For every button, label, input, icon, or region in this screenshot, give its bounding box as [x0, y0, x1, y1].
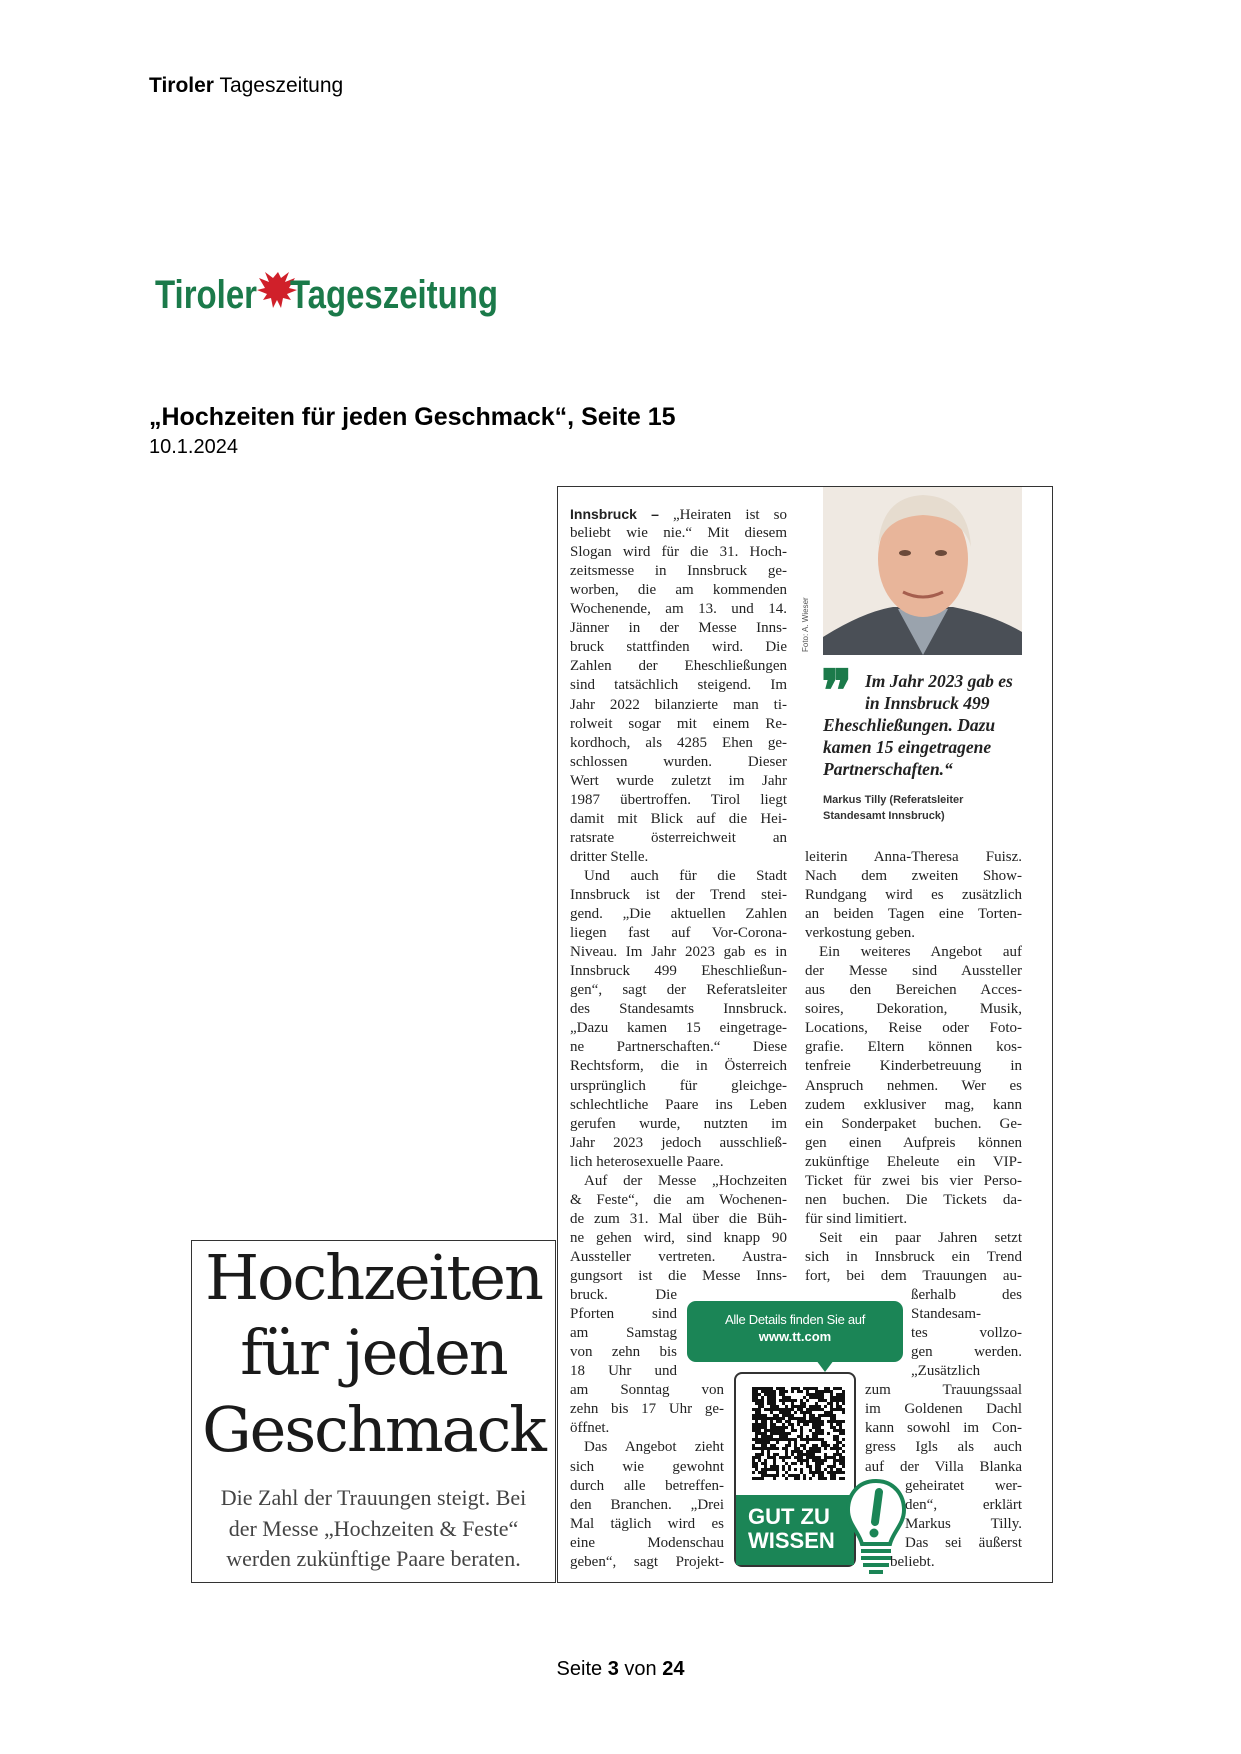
footer-page: 3 [607, 1658, 619, 1680]
text-line: ein Sonderpaket buchen. Ge- [805, 1115, 1022, 1132]
headline-line: Hochzeiten [205, 1241, 542, 1314]
quote-line: Im Jahr 2023 gab es [865, 671, 1013, 691]
quote-line: in Innsbruck 499 [865, 693, 990, 713]
text-line: zudem exklusiver mag, kann [805, 1096, 1022, 1113]
text-line: Mal täglich wird es [570, 1515, 724, 1532]
text-line: verkostung geben. [805, 925, 915, 942]
text-line: Das Angebot zieht [584, 1439, 724, 1456]
text-line: Nach dem zweiten Show- [805, 867, 1022, 884]
text-line: Ticket für zwei bis vier Perso- [805, 1172, 1022, 1189]
quote-mark-icon: ❞ [821, 657, 853, 725]
text-line: Seit ein paar Jahren setzt [819, 1229, 1022, 1246]
text-line: kordhoch, als 4285 Ehen ge- [570, 734, 787, 751]
quote-line: kamen 15 eingetragene [823, 737, 992, 757]
dateline: Innsbruck – [570, 506, 659, 522]
text-line: bruck stattfinden wird. Die [570, 639, 787, 656]
text-line: gress Igls als auch [865, 1439, 1022, 1456]
text-line: dritter Stelle. [570, 848, 649, 865]
text-line: im Goldenen Dachl [865, 1401, 1022, 1418]
subtitle-line: Die Zahl der Trauungen steigt. Bei [220, 1485, 527, 1510]
article-title: „Hochzeiten für jeden Geschmack“, Seite 15 [149, 403, 676, 431]
info-text: Alle Details finden Sie auf [724, 1312, 866, 1327]
text-line: sich wie gewohnt [570, 1458, 724, 1475]
headline-line: für jeden [240, 1316, 507, 1389]
text-line: der Messe sind Aussteller [805, 963, 1022, 980]
qr-card [734, 1372, 856, 1567]
text-line: Auf der Messe „Hochzeiten [584, 1172, 787, 1189]
quote-line: Eheschließungen. Dazu [823, 715, 996, 735]
gut-zu-wissen-label [736, 1495, 854, 1565]
text-line: tes vollzo- [911, 1325, 1022, 1342]
text-line: ne Partnerschaften.“ Diese [570, 1039, 787, 1056]
photo-credit: Foto: A. Wieser [801, 597, 810, 652]
quote-line: Partnerschaften.“ [823, 759, 953, 779]
text-line: ne gehen wird, sind knapp 90 [570, 1229, 787, 1246]
quote-attribution: Standesamt Innsbruck) [823, 810, 945, 822]
text-line: Innsbruck 499 Eheschließun- [570, 963, 787, 980]
text-line: den“, erklärt [905, 1496, 1022, 1513]
text-line: aus den Bereichen Acces- [805, 982, 1022, 999]
text-line: rolweit sogar mit einem Re- [570, 715, 787, 732]
portrait-photo [823, 487, 1022, 655]
text-line: tenfreie Kinderbetreuung in [805, 1058, 1022, 1075]
document-header [149, 74, 343, 98]
text-line: Jahr 2022 bilanzierte man ti- [570, 696, 787, 713]
text-line: den Branchen. „Drei [570, 1496, 724, 1513]
text-line: sind tatsächlich steigend. Im [570, 677, 787, 694]
text-line: damit mit Blick auf die Hei- [570, 810, 787, 827]
quote-attribution: Markus Tilly (Referatsleiter [823, 794, 964, 806]
text-line: Slogan wird für die 31. Hoch- [570, 544, 787, 561]
text-line: eine Modenschau [570, 1534, 724, 1551]
text-line: schlossen wurden. Dieser [570, 753, 787, 770]
text-line: fort, bei dem Trauungen au- [805, 1268, 1022, 1284]
lightbulb-icon [845, 1478, 907, 1576]
text-line: für sind limitiert. [805, 1210, 908, 1227]
text-line: Jänner in der Messe Inns- [570, 620, 787, 637]
text-line: Und auch für die Stadt [584, 867, 787, 884]
subtitle-line: der Messe „Hochzeiten & Feste“ [228, 1516, 519, 1541]
text-line: Standesam- [911, 1306, 981, 1323]
text-line: nen buchen. Die Tickets da- [805, 1191, 1022, 1208]
bubble-tail [816, 1360, 834, 1372]
text-line: am Sonntag von [570, 1382, 724, 1399]
footer-prefix: Seite [556, 1658, 603, 1680]
text-line: ratsrate österreichweit an [570, 829, 787, 846]
text-line: bruck. Die [570, 1287, 677, 1304]
text-line: gen“, sagt der Referatsleiter [570, 982, 787, 999]
text-line: durch alle betreffen- [570, 1477, 724, 1494]
text-line: gungsort ist die Messe Inns- [570, 1268, 787, 1284]
text-line: schlechtliche Paare ins Leben [570, 1096, 787, 1113]
first-line-text: „Heiraten ist so [673, 507, 787, 523]
text-line: de zum 31. Mal über die Büh- [570, 1210, 787, 1227]
header-brand-bold: Tiroler [149, 74, 214, 97]
text-line: liegen fast auf Vor-Corona- [570, 925, 787, 942]
text-line: Anspruch nehmen. Wer es [805, 1077, 1022, 1094]
text-line: des Standesamts Innsbruck. [570, 1001, 787, 1018]
text-line [570, 505, 787, 524]
headline-box [191, 1240, 556, 1583]
text-line: Wochenende, am 13. und 14. [570, 601, 787, 618]
text-line: & Feste“, die am Wochenen- [570, 1191, 787, 1208]
text-line: Innsbruck ist der Trend stei- [570, 887, 787, 903]
info-speech-bubble [687, 1301, 903, 1362]
text-line: 18 Uhr und [570, 1363, 677, 1380]
text-line: von zehn bis [570, 1344, 677, 1361]
text-line: lich heterosexuelle Paare. [570, 1153, 724, 1170]
text-line: worben, die am kommenden [570, 582, 787, 599]
text-line: Aussteller vertreten. Austra- [570, 1248, 787, 1265]
text-line: zukünftige Eheleute ein VIP- [805, 1153, 1022, 1170]
text-line: Niveau. Im Jahr 2023 gab es in [570, 944, 787, 961]
text-line: gen einen Aufpreis können [805, 1134, 1022, 1151]
text-line: geheiratet wer- [905, 1477, 1022, 1494]
tiroler-tageszeitung-logo [155, 266, 500, 318]
text-line: an beiden Tagen eine Torten- [805, 906, 1022, 923]
article-date: 10.1.2024 [149, 436, 238, 458]
text-line: Das sei äußerst [905, 1534, 1022, 1551]
text-line: Pforten sind [570, 1306, 677, 1323]
text-line: Zahlen der Eheschließungen [570, 658, 787, 675]
text-line: Wert wurde zuletzt im Jahr [570, 772, 787, 789]
text-line: auf der Villa Blanka [865, 1458, 1022, 1475]
svg-text:Tiroler: Tiroler [155, 273, 257, 317]
text-line: Markus Tilly. [905, 1515, 1022, 1532]
text-line: am Samstag [570, 1325, 677, 1342]
text-line: Locations, Reise oder Foto- [805, 1020, 1022, 1037]
text-line: gerufen wurde, nutzten im [570, 1115, 787, 1132]
text-line: Rechtsform, die in Österreich [570, 1058, 787, 1075]
text-line: Jahr 2023 jedoch ausschließ- [570, 1134, 787, 1151]
text-line: leiterin Anna-Theresa Fuisz. [805, 848, 1022, 865]
text-line: zehn bis 17 Uhr ge- [570, 1401, 724, 1418]
text-line: ursprünglich für gleichge- [570, 1077, 787, 1094]
text-line: gen werden. [911, 1344, 1022, 1361]
text-line: Rundgang wird es zusätzlich [805, 887, 1022, 903]
text-line: sich in Innsbruck ein Trend [805, 1248, 1022, 1265]
footer-mid: von [624, 1658, 657, 1680]
svg-text:Tageszeitung: Tageszeitung [290, 273, 498, 317]
footer-total: 24 [662, 1658, 685, 1680]
text-line: ßerhalb des [911, 1287, 1022, 1304]
label-line: GUT ZU [748, 1504, 830, 1529]
text-line: „Dazu kamen 15 eingetrage- [570, 1020, 787, 1037]
text-line: „Zusätzlich [911, 1363, 981, 1380]
text-line: gend. „Die aktuellen Zahlen [570, 906, 787, 923]
text-line: zum Trauungssaal [865, 1382, 1022, 1399]
label-line: WISSEN [748, 1528, 835, 1553]
text-line: soires, Dekoration, Musik, [805, 1001, 1022, 1018]
text-line: Ein weiteres Angebot auf [819, 944, 1022, 961]
text-line: geben“, sagt Projekt- [570, 1553, 724, 1570]
text-line: öffnet. [570, 1420, 610, 1437]
page-footer [0, 1658, 1241, 1681]
info-link[interactable]: www.tt.com [758, 1329, 832, 1344]
text-line: 1987 übertroffen. Tirol liegt [570, 791, 787, 808]
header-brand-rest: Tageszeitung [219, 74, 344, 97]
text-line: beliebt. [890, 1553, 935, 1570]
qr-code-icon[interactable] [752, 1387, 844, 1479]
subtitle-line: werden zukünftige Paare beraten. [226, 1546, 521, 1571]
text-line: beliebt wie nie.“ Mit diesem [570, 525, 787, 542]
text-line: kann sowohl im Con- [865, 1420, 1022, 1437]
text-line: grafie. Eltern können kos- [805, 1039, 1022, 1056]
text-line: zeitsmesse in Innsbruck ge- [570, 563, 787, 580]
headline-line: Geschmack [202, 1393, 545, 1466]
